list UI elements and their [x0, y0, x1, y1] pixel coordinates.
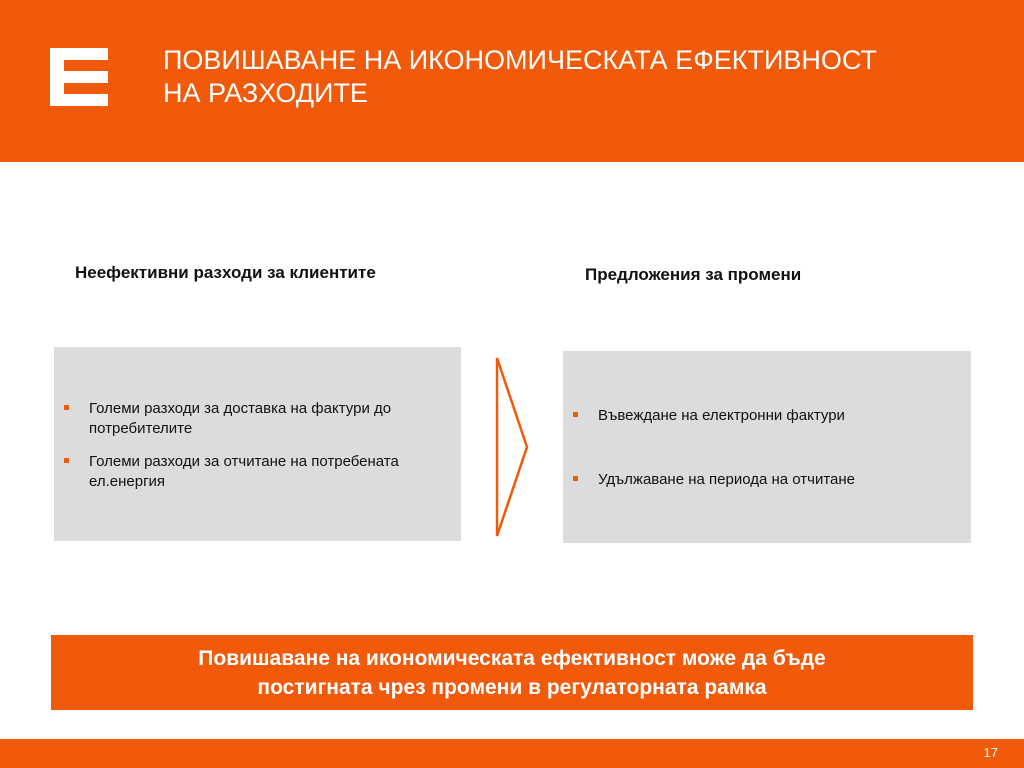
bullet-text: Удължаване на периода на отчитане [598, 471, 856, 488]
bullet-square-icon [573, 412, 578, 417]
left-content-box [54, 347, 461, 541]
bullet-text: Големи разходи за отчитане на потребената ел.енергия [89, 453, 399, 490]
footer-bar [0, 739, 1024, 768]
right-content-box [563, 351, 971, 543]
left-bullet-1 [89, 399, 459, 439]
bullet-square-icon [573, 476, 578, 481]
left-bullet-2 [89, 452, 459, 492]
right-bullet-1 [598, 406, 958, 426]
right-column-heading: Предложения за промени [585, 265, 802, 284]
page-title [163, 44, 1003, 110]
chevron-right-icon [494, 355, 530, 539]
bullet-text: Големи разходи за доставка на фактури до потребителите [89, 400, 392, 437]
title-line-1: ПОВИШАВАНЕ НА ИКОНОМИЧЕСКАТА ЕФЕКТИВНОСТ [163, 45, 877, 75]
cez-logo-icon [50, 48, 108, 106]
bullet-square-icon [64, 458, 69, 463]
title-line-2: НА РАЗХОДИТЕ [163, 78, 368, 108]
right-bullet-2 [598, 470, 958, 490]
bullet-square-icon [64, 405, 69, 410]
bullet-text: Въвеждане на електронни фактури [598, 407, 845, 424]
left-column-heading: Неефективни разходи за клиентите [75, 263, 376, 282]
banner-line-1: Повишаване на икономическата ефективност може да бъде [198, 646, 826, 670]
banner-line-2: постигната чрез промени в регулаторната рамка [257, 675, 767, 699]
header-bar [0, 0, 1024, 162]
conclusion-banner [51, 635, 973, 710]
page-number: 17 [983, 745, 998, 760]
